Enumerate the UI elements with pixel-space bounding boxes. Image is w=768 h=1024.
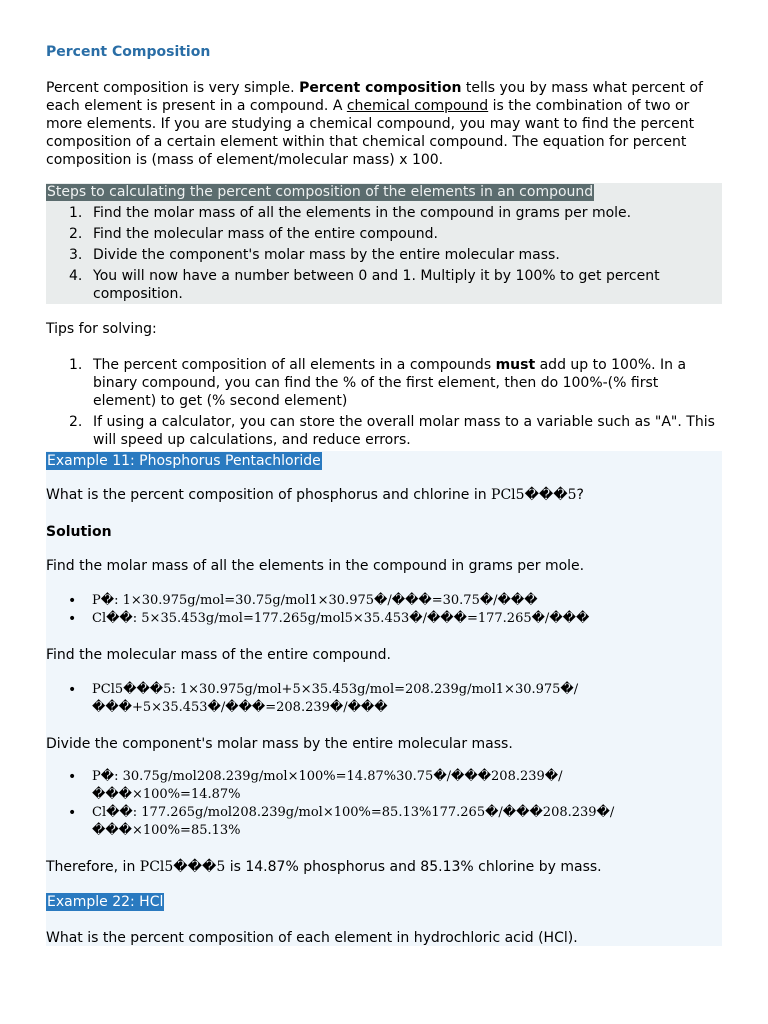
- list-item: • Cl��: 5×35.453g/mol=177.265g/mol5×35.453�/���=177.265�/���: [46, 610, 722, 628]
- intro-text-d: is the combination of two or more elements. If you are studying a chemical compound, you may want to find the percent composition of a certain element within that chemical compound. The equation for percent composition is (mass of element/molecular mass) x 100.: [46, 98, 695, 168]
- question-text: ?: [576, 487, 584, 503]
- bullets-1: [46, 592, 722, 628]
- solution-heading: Solution: [46, 524, 112, 540]
- step-text: You will now have a number between 0 and 1. Multiply it by 100% to get percent composition.: [93, 268, 660, 302]
- list-item: 4. You will now have a number between 0 and 1. Multiply it by 100% to get percent composition.: [69, 268, 660, 302]
- bullets-3: [46, 768, 646, 840]
- chemical-compound-link[interactable]: chemical compound: [346, 98, 489, 114]
- step-text: Divide the component's molar mass by the entire molecular mass.: [93, 247, 560, 263]
- list-item: • P�: 1×30.975g/mol=30.75g/mol1×30.975�/���=30.75�/���: [46, 592, 722, 610]
- formula: PCl5���5: [491, 487, 577, 503]
- list-item: 1. The percent composition of all elements in a compounds must add up to 100%. In a binary compound, you can find the % of the first element, then do 100%-(% first element) to get (% second element): [69, 357, 687, 409]
- step-2-text: Find the molecular mass of the entire compound.: [46, 647, 391, 663]
- list-item: 2. If using a calculator, you can store the overall molar mass to a variable such as "A". This will speed up calculations, and reduce errors.: [69, 414, 715, 448]
- step-3-text: Divide the component's molar mass by the entire molecular mass.: [46, 736, 513, 752]
- tips-list: [46, 356, 722, 452]
- step-text: Find the molecular mass of the entire compound.: [93, 226, 438, 242]
- tip-text: The percent composition of all elements in a compounds: [93, 357, 496, 373]
- list-item: 1. Find the molar mass of all the elements in the compound in grams per mole.: [69, 205, 632, 221]
- example-2-heading: Example 22: HCl: [47, 894, 164, 910]
- step-1-text: Find the molar mass of all the elements in the compound in grams per mole.: [46, 558, 585, 574]
- tips-heading: Tips for solving:: [46, 321, 157, 337]
- list-item: • Cl��: 177.265g/mol208.239g/mol×100%=85.13%177.265�/���208.239�/���×100%=85.13%: [46, 804, 646, 840]
- intro-paragraph: [46, 79, 722, 169]
- page-title: Percent Composition: [46, 44, 211, 60]
- conclusion-text: Therefore, in: [46, 859, 140, 875]
- formula: PCl5���5: [139, 859, 226, 875]
- list-item: 2. Find the molecular mass of the entire compound.: [69, 226, 438, 242]
- conclusion-text: is 14.87% phosphorus and 85.13% chlorine by mass.: [225, 859, 602, 875]
- steps-heading: Steps to calculating the percent composition of the elements in an compound: [47, 184, 594, 200]
- bullets-2: [46, 681, 606, 717]
- example-1-question: [46, 486, 722, 504]
- tip-text: add up to 100%. In a binary compound, you can find the % of the first element, then do 100%-(% first element) to get (% second element): [93, 357, 687, 409]
- intro-bold: Percent composition: [299, 80, 462, 96]
- step-text: Find the molar mass of all the elements in the compound in grams per mole.: [93, 205, 632, 221]
- steps-list: [46, 204, 722, 306]
- tip-bold: must: [495, 357, 536, 373]
- intro-text-a: Percent composition is very simple.: [46, 80, 300, 96]
- list-item: • P�: 30.75g/mol208.239g/mol×100%=14.87%30.75�/���208.239�/���×100%=14.87%: [46, 768, 646, 804]
- list-item: 3. Divide the component's molar mass by the entire molecular mass.: [69, 247, 560, 263]
- example-1-heading: Example 11: Phosphorus Pentachloride: [47, 453, 321, 469]
- intro-text-c: tells you by mass what percent of each element is present in a compound. A: [46, 80, 703, 114]
- question-text: What is the percent composition of phosphorus and chlorine in: [46, 487, 492, 503]
- conclusion: [46, 858, 722, 876]
- example-2-question: What is the percent composition of each element in hydrochloric acid (HCl).: [46, 930, 578, 946]
- tip-text: If using a calculator, you can store the overall molar mass to a variable such as "A". This will speed up calculations, and reduce errors.: [93, 414, 715, 448]
- list-item: • PCl5���5: 1×30.975g/mol+5×35.453g/mol=208.239g/mol1×30.975�/���+5×35.453�/���=208.239�/���: [46, 681, 606, 717]
